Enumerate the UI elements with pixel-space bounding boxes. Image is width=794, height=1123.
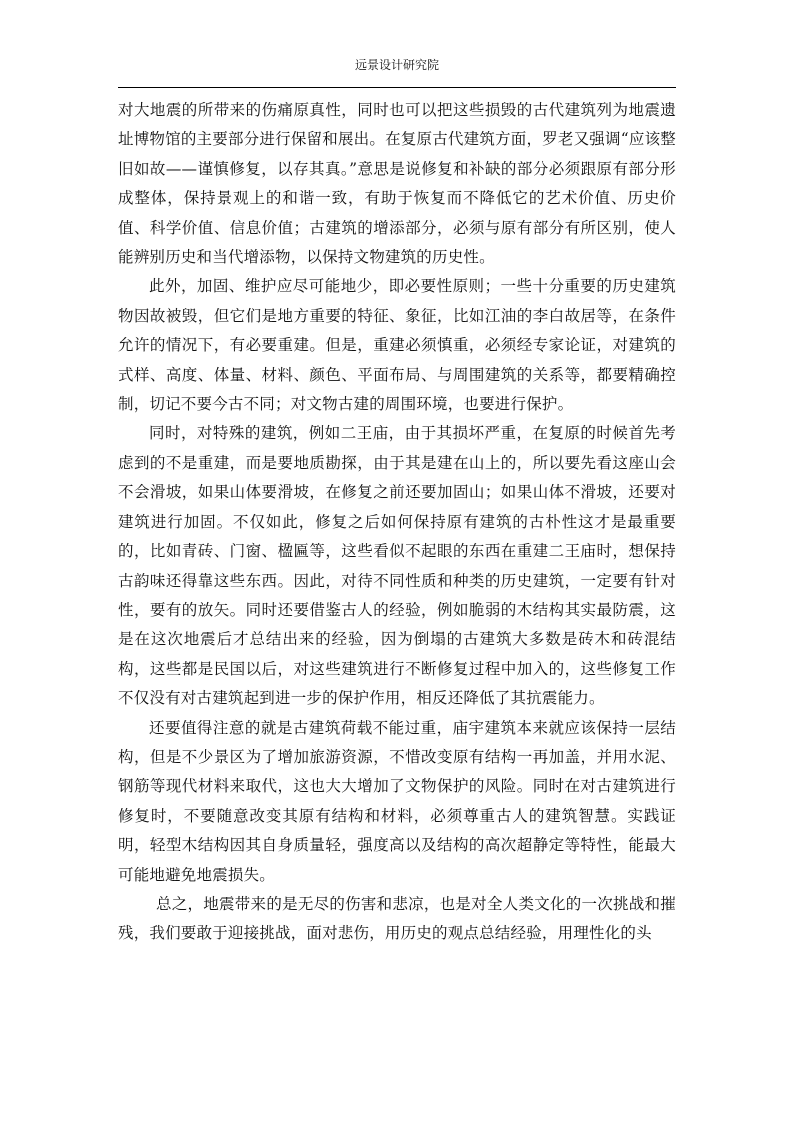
paragraph-4: 还要值得注意的就是古建筑荷载不能过重，庙宇建筑本来就应该保持一层结构，但是不少景区为了增加旅游资源，不惜改变原有结构一再加盖，并用水泥、钢筋等现代材料来取代，这也大大增加了文物保护的风险。同时在对古建筑进行修复时，不要随意改变其原有结构和材料，必须尊重古人的建筑智慧。实践证明，轻型木结构因其自身质量轻，强度高以及结构的高次超静定等特性，能最大可能地避免地震损失。 — [118, 718, 676, 884]
header-title: 远景设计研究院 — [354, 58, 439, 72]
paragraph-2: 此外，加固、维护应尽可能地少，即必要性原则；一些十分重要的历史建筑物因故被毁，但它们是地方重要的特征、象征，比如江油的李白故居等，在条件允许的情况下，有必要重建。但是，重建必须慎重，必须经专家论证，对建筑的式样、高度、体量、材料、颜色、平面布局、与周围建筑的关系等，都要精确控制，切记不要今古不同；对文物古建的周围环境，也要进行保护。 — [118, 277, 676, 414]
paragraph-5: 总之，地震带来的是无尽的伤害和悲凉，也是对全人类文化的一次挑战和摧残，我们要敢于迎接挑战，面对悲伤，用历史的观点总结经验，用理性化的头 — [118, 894, 676, 943]
page-header — [118, 52, 676, 88]
paragraph-3: 同时，对特殊的建筑，例如二王庙，由于其损坏严重，在复原的时候首先考虑到的不是重建，而是要地质勘探，由于其是建在山上的，所以要先看这座山会不会滑坡，如果山体要滑坡，在修复之前还要加固山；如果山体不滑坡，还要对建筑进行加固。不仅如此，修复之后如何保持原有建筑的古朴性这才是最重要的，比如青砖、门窗、楹匾等，这些看似不起眼的东西在重建二王庙时，想保持古韵味还得靠这些东西。因此，对待不同性质和种类的历史建筑，一定要有针对性，要有的放矢。同时还要借鉴古人的经验，例如脆弱的木结构其实最防震，这是在这次地震后才总结出来的经验，因为倒塌的古建筑大多数是砖木和砖混结构，这些都是民国以后，对这些建筑进行不断修复过程中加入的，这些修复工作不仅没有对古建筑起到进一步的保护作用，相反还降低了其抗震能力。 — [118, 424, 676, 708]
paragraph-1: 对大地震的所带来的伤痛原真性，同时也可以把这些损毁的古代建筑列为地震遗址博物馆的主要部分进行保留和展出。在复原古代建筑方面，罗老又强调“应该整旧如故——谨慎修复，以存其真。”意思是说修复和补缺的部分必须跟原有部分形成整体，保持景观上的和谐一致，有助于恢复而不降低它的艺术价值、历史价值、科学价值、信息价值；古建筑的增添部分，必须与原有部分有所区别，使人能辨别历史和当代增添物，以保持文物建筑的历史性。 — [118, 101, 676, 267]
document-body — [118, 96, 676, 949]
